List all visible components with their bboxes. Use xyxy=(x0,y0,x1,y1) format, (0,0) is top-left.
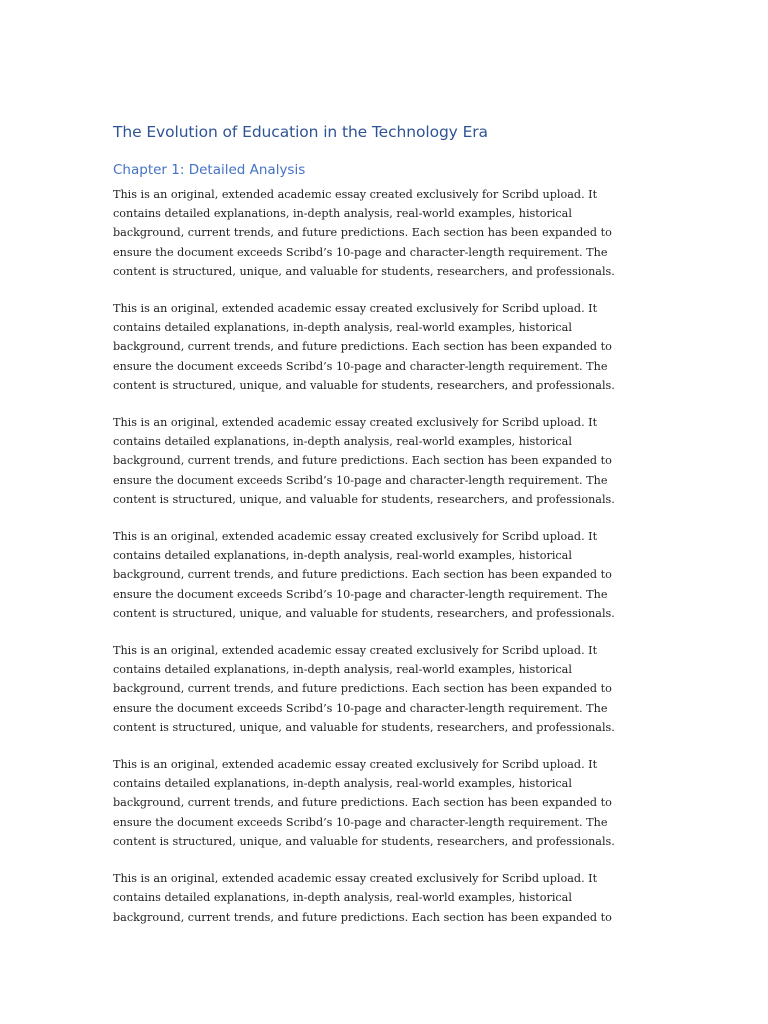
paragraph-line: ensure the document exceeds Scribd’s 10-page and character-length requirement. The xyxy=(113,245,608,259)
paragraph-line: ensure the document exceeds Scribd’s 10-page and character-length requirement. The xyxy=(113,359,608,373)
body-paragraph xyxy=(113,185,643,281)
paragraph-line: content is structured, unique, and valuable for students, researchers, and professionals. xyxy=(113,720,615,734)
paragraph-line: background, current trends, and future predictions. Each section has been expanded to xyxy=(113,910,612,924)
body-paragraph xyxy=(113,869,643,927)
document-title: The Evolution of Education in the Technology Era xyxy=(113,123,488,141)
chapter-heading: Chapter 1: Detailed Analysis xyxy=(113,162,306,178)
paragraph-line: This is an original, extended academic essay created exclusively for Scribd upload. It xyxy=(113,644,598,658)
paragraph-line: contains detailed explanations, in-depth analysis, real-world examples, historical xyxy=(113,891,572,905)
paragraph-line: contains detailed explanations, in-depth analysis, real-world examples, historical xyxy=(113,207,572,221)
paragraph-line: contains detailed explanations, in-depth analysis, real-world examples, historical xyxy=(113,549,572,563)
paragraph-line: This is an original, extended academic essay created exclusively for Scribd upload. It xyxy=(113,530,598,544)
paragraph-line: contains detailed explanations, in-depth analysis, real-world examples, historical xyxy=(113,321,572,335)
paragraph-line: content is structured, unique, and valuable for students, researchers, and professionals. xyxy=(113,606,615,620)
paragraph-line: content is structured, unique, and valuable for students, researchers, and professionals. xyxy=(113,264,615,278)
paragraph-line: This is an original, extended academic essay created exclusively for Scribd upload. It xyxy=(113,872,598,886)
body-paragraph xyxy=(113,641,643,737)
paragraph-line: This is an original, extended academic essay created exclusively for Scribd upload. It xyxy=(113,416,598,430)
paragraph-line: background, current trends, and future predictions. Each section has been expanded to xyxy=(113,340,612,354)
paragraph-line: This is an original, extended academic essay created exclusively for Scribd upload. It xyxy=(113,188,598,201)
body-paragraph xyxy=(113,527,643,623)
paragraph-line: content is structured, unique, and valuable for students, researchers, and professionals. xyxy=(113,378,615,392)
paragraph-line: contains detailed explanations, in-depth analysis, real-world examples, historical xyxy=(113,435,572,449)
paragraph-line: ensure the document exceeds Scribd’s 10-page and character-length requirement. The xyxy=(113,473,608,487)
paragraph-line: content is structured, unique, and valuable for students, researchers, and professionals. xyxy=(113,834,615,848)
paragraph-line: contains detailed explanations, in-depth analysis, real-world examples, historical xyxy=(113,663,572,677)
paragraph-line: ensure the document exceeds Scribd’s 10-page and character-length requirement. The xyxy=(113,587,608,601)
paragraph-line: This is an original, extended academic essay created exclusively for Scribd upload. It xyxy=(113,302,598,316)
paragraph-line: content is structured, unique, and valuable for students, researchers, and professionals. xyxy=(113,492,615,506)
paragraph-line: background, current trends, and future predictions. Each section has been expanded to xyxy=(113,796,612,810)
paragraph-line: contains detailed explanations, in-depth analysis, real-world examples, historical xyxy=(113,777,572,791)
paragraph-line: background, current trends, and future predictions. Each section has been expanded to xyxy=(113,454,612,468)
body-paragraph xyxy=(113,755,643,851)
body-paragraph xyxy=(113,299,643,395)
paragraph-line: background, current trends, and future predictions. Each section has been expanded to xyxy=(113,568,612,582)
paragraph-line: background, current trends, and future predictions. Each section has been expanded to xyxy=(113,682,612,696)
paragraph-line: background, current trends, and future predictions. Each section has been expanded to xyxy=(113,226,612,240)
body-paragraph xyxy=(113,413,643,509)
paragraph-line: This is an original, extended academic essay created exclusively for Scribd upload. It xyxy=(113,758,598,772)
body-text xyxy=(113,185,643,945)
paragraph-line: ensure the document exceeds Scribd’s 10-page and character-length requirement. The xyxy=(113,815,608,829)
paragraph-line: ensure the document exceeds Scribd’s 10-page and character-length requirement. The xyxy=(113,701,608,715)
